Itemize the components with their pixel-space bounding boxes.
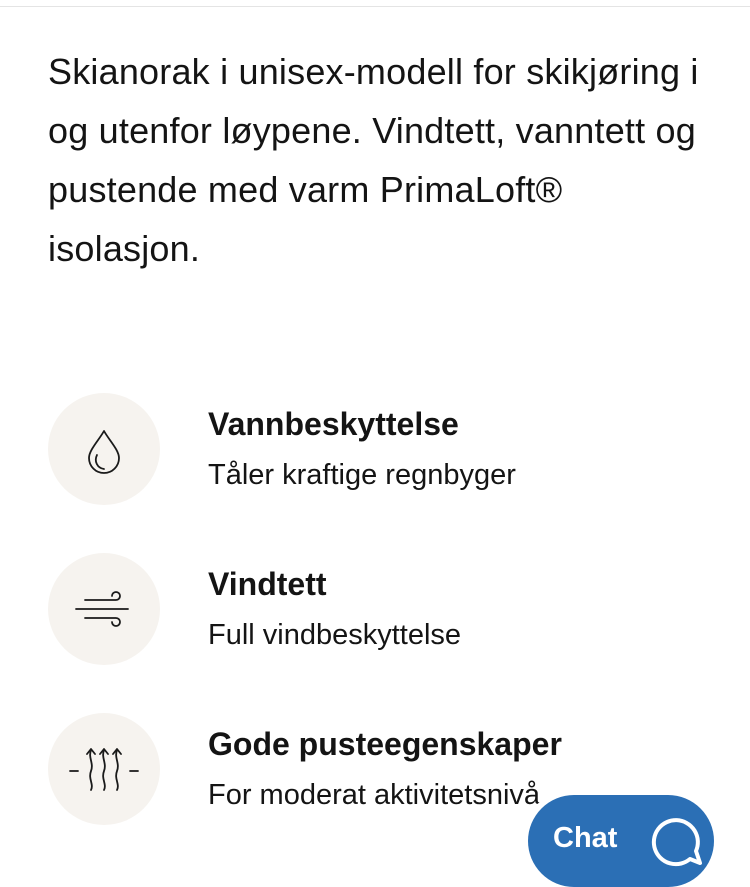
- chat-bubble-icon: [646, 813, 704, 867]
- feature-title: Vindtett: [208, 566, 327, 602]
- feature-subtitle: For moderat aktivitetsnivå: [208, 779, 541, 811]
- feature-subtitle: Tåler kraftige regnbyger: [208, 459, 516, 491]
- top-divider: [0, 6, 750, 7]
- breathable-icon: [48, 713, 160, 825]
- feature-item-wind: [48, 553, 728, 665]
- chat-button[interactable]: [528, 795, 714, 887]
- chat-label: Chat: [553, 822, 618, 854]
- feature-title: Gode pusteegenskaper: [208, 726, 562, 762]
- water-drop-icon: [48, 393, 160, 505]
- feature-item-water: [48, 393, 728, 505]
- product-description: Skianorak i unisex-modell for skikjøring i og utenfor løypene. Vindtett, vanntett og pustende med varm PrimaLoft® isolasjon.: [48, 51, 699, 269]
- feature-subtitle: Full vindbeskyttelse: [208, 619, 462, 651]
- wind-icon: [48, 553, 160, 665]
- feature-title: Vannbeskyttelse: [208, 406, 459, 442]
